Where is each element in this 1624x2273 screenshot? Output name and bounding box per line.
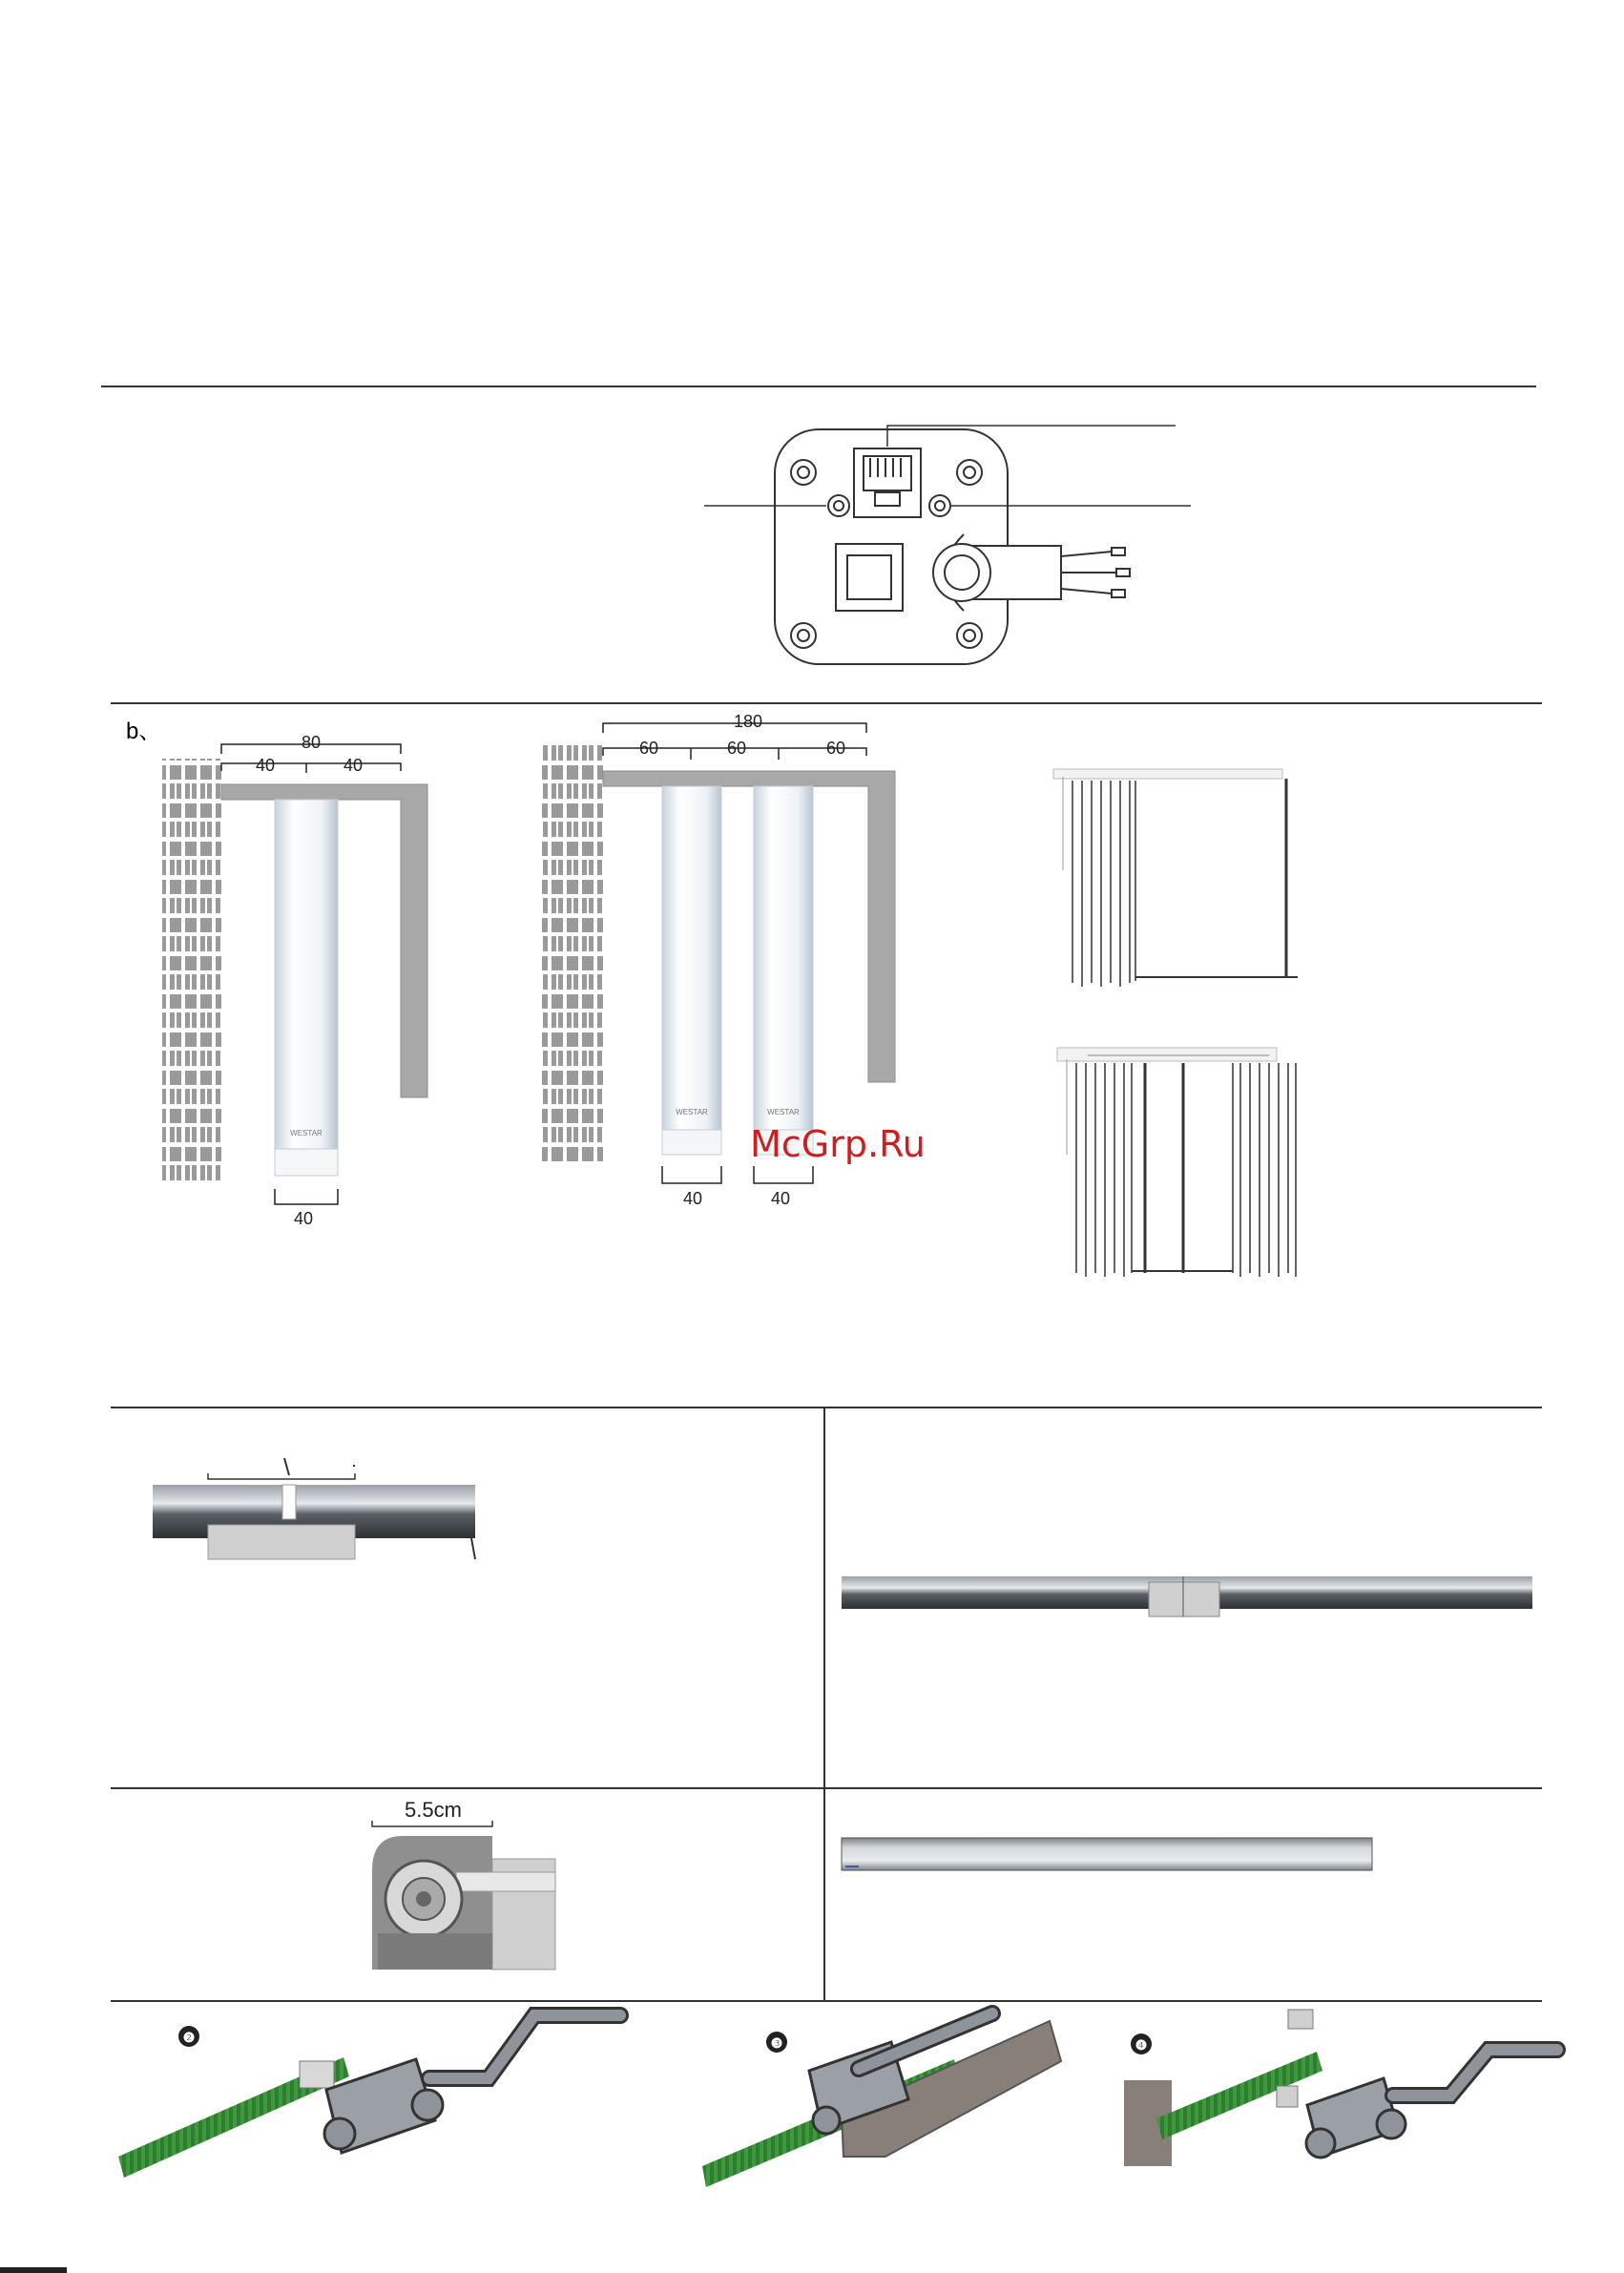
dim-bottom-2: 40 — [770, 1189, 791, 1208]
svg-text:❹: ❹ — [1135, 2037, 1148, 2053]
curtain-one-side-diagram — [1053, 769, 1298, 987]
wall — [542, 744, 603, 1164]
step-3-illustration — [702, 2013, 1061, 2187]
dim-total: 180 — [733, 712, 763, 731]
step-2-illustration — [118, 2015, 620, 2178]
short-rail-detail — [842, 1838, 1372, 1870]
watermark: McGrp.Ru — [750, 1123, 926, 1165]
dim-left: 40 — [255, 756, 276, 775]
section-b-label: b、 — [126, 719, 162, 744]
curtain-two-side-diagram — [1057, 1048, 1296, 1277]
dim-bottom: 40 — [293, 1209, 314, 1228]
dim-seg2: 60 — [726, 739, 747, 758]
rail-joint-detail — [153, 1458, 475, 1559]
dim-total: 80 — [301, 733, 322, 752]
single-install-diagram — [162, 733, 427, 1228]
motor-tube-2 — [754, 786, 813, 1130]
motor-brand-2: WESTAR — [767, 1108, 800, 1116]
dim-seg3: 60 — [825, 739, 846, 758]
motor-brand-1: WESTAR — [676, 1108, 708, 1116]
step-4-illustration — [1124, 2010, 1557, 2166]
motor-tube — [275, 800, 338, 1149]
svg-text:❷: ❷ — [182, 2030, 196, 2045]
wall — [162, 759, 221, 1185]
motor-brand: WESTAR — [290, 1129, 323, 1137]
long-rail-detail — [842, 1576, 1532, 1616]
dim-seg1: 60 — [638, 739, 659, 758]
page-edge-mark — [0, 2267, 67, 2273]
motor-tube-1 — [662, 786, 721, 1130]
dim-bottom-1: 40 — [682, 1189, 703, 1208]
gear-dimension-label: 5.5cm — [405, 1798, 462, 1822]
dim-right: 40 — [343, 756, 364, 775]
svg-text:❸: ❸ — [770, 2035, 783, 2051]
gear-dimension-detail — [372, 1798, 555, 1970]
power-cable-icon — [933, 534, 1130, 611]
motor-bottom-view — [704, 426, 1191, 664]
